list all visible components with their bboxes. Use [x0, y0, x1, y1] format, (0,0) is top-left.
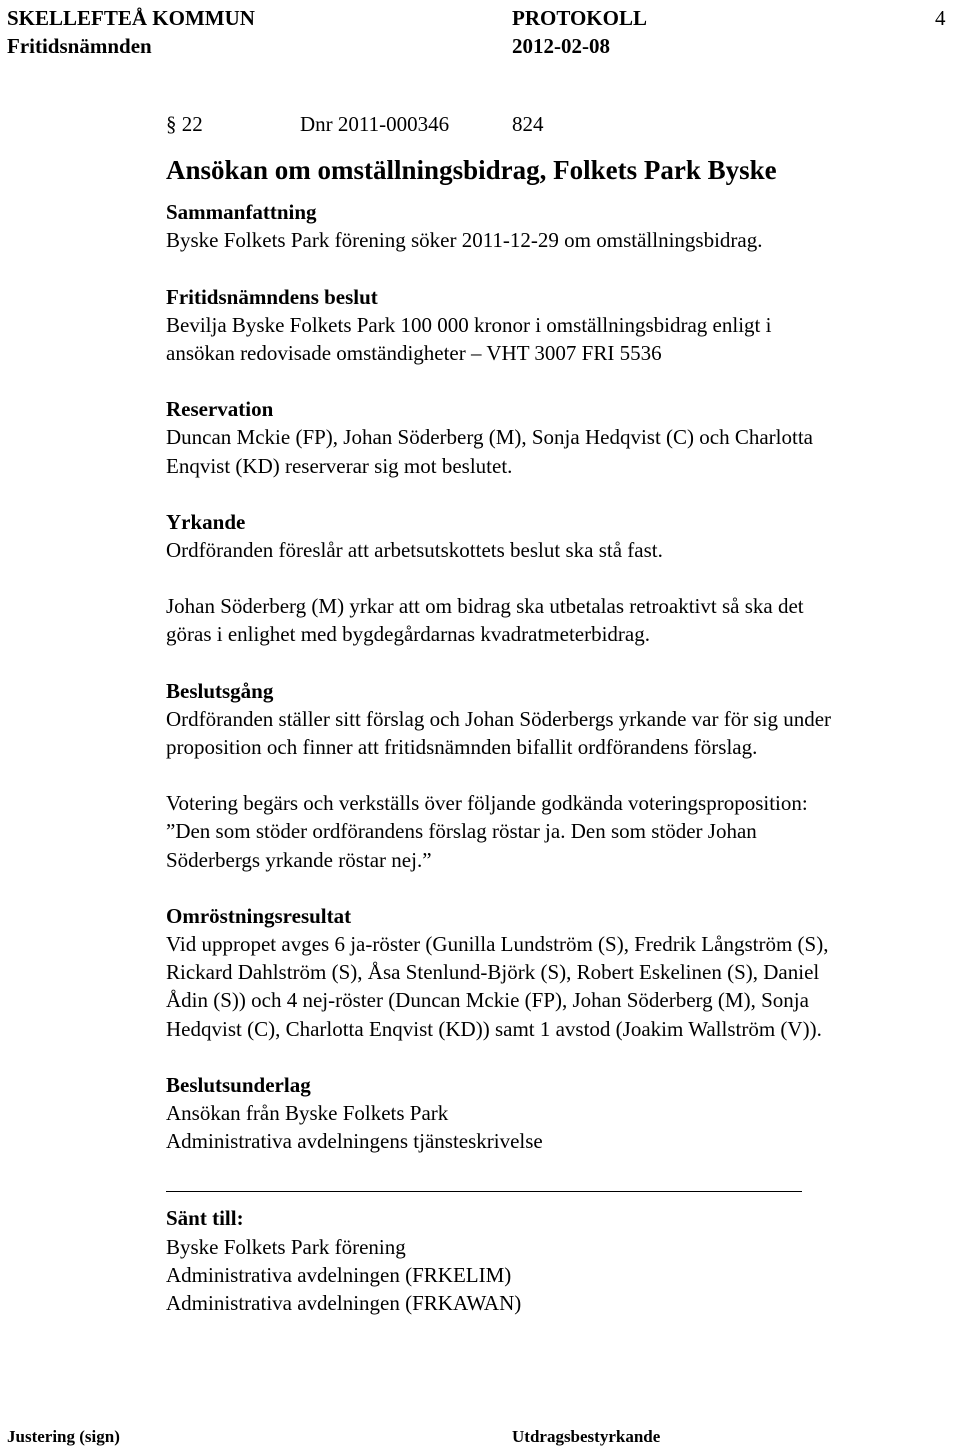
header-org — [7, 4, 255, 60]
page-number: 4 — [935, 6, 946, 30]
yrkande-line: Johan Söderberg (M) yrkar att om bidrag ska utbetalas retroaktivt så ska det — [166, 594, 804, 619]
doc-type: PROTOKOLL — [512, 6, 647, 30]
beslutsgang-line: Ordföranden ställer sitt förslag och Johan Söderbergs yrkande var för sig under — [166, 706, 832, 731]
omrostning-line: Rickard Dahlström (S), Åsa Stenlund-Björk (S), Robert Eskelinen (S), Daniel — [166, 960, 820, 985]
beslut-line: Bevilja Byske Folkets Park 100 000 kronor i omställningsbidrag enligt i — [166, 312, 772, 337]
heading-omrostning: Omröstningsresultat — [166, 903, 352, 928]
heading-beslutsunderlag: Beslutsunderlag — [166, 1072, 311, 1097]
votering-line: Votering begärs och verkställs över följande godkända voteringsproposition: — [166, 791, 808, 816]
doc-date: 2012-02-08 — [512, 34, 610, 58]
reservation-line: Enqvist (KD) reserverar sig mot beslutet. — [166, 453, 513, 478]
section-title: Ansökan om omställningsbidrag, Folkets Park Byske — [166, 155, 777, 186]
case-reference — [166, 110, 956, 138]
beslutsgang-line: proposition och finner att fritidsnämnden bifallit ordförandens förslag. — [166, 735, 758, 760]
yrkande-line: göras i enlighet med bygdegårdarnas kvadratmeterbidrag. — [166, 622, 650, 647]
heading-reservation: Reservation — [166, 397, 274, 422]
beslut-line: ansökan redovisade omständigheter – VHT 3007 FRI 5536 — [166, 341, 662, 366]
beslutsunderlag-line: Ansökan från Byske Folkets Park — [166, 1101, 449, 1126]
recipient: Byske Folkets Park förening — [166, 1234, 406, 1259]
omrostning-line: Vid uppropet avges 6 ja-röster (Gunilla Lundström (S), Fredrik Långström (S), — [166, 932, 829, 957]
header-doc — [512, 4, 647, 60]
omrostning-line: Ådin (S)) och 4 nej-röster (Duncan Mckie (FP), Johan Söderberg (M), Sonja — [166, 988, 809, 1013]
board-name: Fritidsnämnden — [7, 34, 152, 58]
case-code: 824 — [512, 112, 544, 136]
recipient: Administrativa avdelningen (FRKELIM) — [166, 1262, 512, 1287]
dnr-number: Dnr 2011-000346 — [300, 112, 450, 136]
reservation-line: Duncan Mckie (FP), Johan Söderberg (M), Sonja Hedqvist (C) och Charlotta — [166, 425, 814, 450]
heading-beslutsgang: Beslutsgång — [166, 678, 274, 703]
recipient: Administrativa avdelningen (FRKAWAN) — [166, 1291, 522, 1316]
sammanfattning-text: Byske Folkets Park förening söker 2011-12-29 om omställningsbidrag. — [166, 228, 763, 253]
votering-line: ”Den som stöder ordförandens förslag röstar ja. Den som stöder Johan — [166, 819, 757, 844]
votering-line: Söderbergs yrkande röstar nej.” — [166, 847, 432, 872]
omrostning-line: Hedqvist (C), Charlotta Enqvist (KD)) samt 1 avstod (Joakim Wallström (V)). — [166, 1016, 822, 1041]
heading-yrkande: Yrkande — [166, 509, 246, 534]
beslutsunderlag-line: Administrativa avdelningens tjänsteskrivelse — [166, 1129, 543, 1154]
separator-line — [166, 1191, 802, 1192]
paragraph-number: § 22 — [166, 112, 203, 136]
org-name: SKELLEFTEÅ KOMMUN — [7, 6, 255, 30]
footer-justering: Justering (sign) — [7, 1427, 120, 1446]
heading-sammanfattning: Sammanfattning — [166, 200, 317, 225]
heading-sant-till: Sänt till: — [166, 1206, 244, 1231]
heading-beslut: Fritidsnämndens beslut — [166, 284, 378, 309]
yrkande-line: Ordföranden föreslår att arbetsutskottets beslut ska stå fast. — [166, 538, 663, 563]
footer-utdragsbestyrkande: Utdragsbestyrkande — [512, 1427, 661, 1446]
document-body — [166, 110, 956, 1317]
